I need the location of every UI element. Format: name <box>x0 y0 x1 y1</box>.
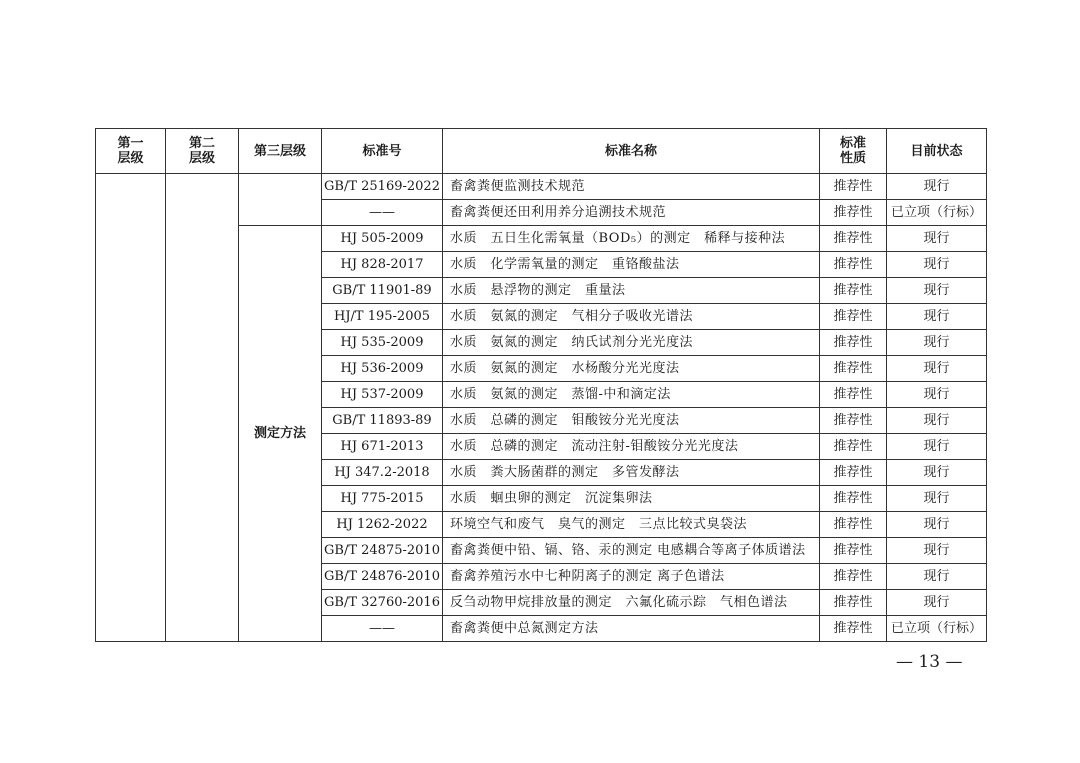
std-no-cell: HJ 347.2-2018 <box>322 460 443 486</box>
nature-cell: 推荐性 <box>820 382 887 408</box>
nature-cell: 推荐性 <box>820 200 887 226</box>
std-no-cell: GB/T 24875-2010 <box>322 538 443 564</box>
std-no-cell: GB/T 25169-2022 <box>322 174 443 200</box>
header-std-no: 标准号 <box>322 129 443 174</box>
header-level2: 第二 层级 <box>166 129 239 174</box>
nature-cell: 推荐性 <box>820 616 887 642</box>
nature-cell: 推荐性 <box>820 538 887 564</box>
nature-cell: 推荐性 <box>820 356 887 382</box>
std-no-cell: —— <box>322 200 443 226</box>
nature-cell: 推荐性 <box>820 252 887 278</box>
status-cell: 现行 <box>887 174 987 200</box>
std-name-cell: 水质 氨氮的测定 水杨酸分光光度法 <box>443 356 820 382</box>
std-no-cell: HJ 775-2015 <box>322 486 443 512</box>
status-cell: 现行 <box>887 486 987 512</box>
std-name-cell: 水质 氨氮的测定 蒸馏-中和滴定法 <box>443 382 820 408</box>
nature-cell: 推荐性 <box>820 564 887 590</box>
std-name-cell: 水质 五日生化需氧量（BOD₅）的测定 稀释与接种法 <box>443 226 820 252</box>
std-no-cell: —— <box>322 616 443 642</box>
std-no-cell: HJ 536-2009 <box>322 356 443 382</box>
std-no-cell: GB/T 24876-2010 <box>322 564 443 590</box>
status-cell: 已立项（行标） <box>887 200 987 226</box>
std-no-cell: HJ/T 195-2005 <box>322 304 443 330</box>
std-name-cell: 水质 总磷的测定 钼酸铵分光光度法 <box>443 408 820 434</box>
std-name-cell: 环境空气和废气 臭气的测定 三点比较式臭袋法 <box>443 512 820 538</box>
header-status: 目前状态 <box>887 129 987 174</box>
header-nature: 标准 性质 <box>820 129 887 174</box>
std-name-cell: 反刍动物甲烷排放量的测定 六氟化硫示踪 气相色谱法 <box>443 590 820 616</box>
status-cell: 现行 <box>887 278 987 304</box>
std-no-cell: HJ 1262-2022 <box>322 512 443 538</box>
level1-cell <box>96 174 166 642</box>
status-cell: 现行 <box>887 538 987 564</box>
status-cell: 现行 <box>887 356 987 382</box>
nature-cell: 推荐性 <box>820 512 887 538</box>
status-cell: 现行 <box>887 226 987 252</box>
std-name-cell: 水质 蛔虫卵的测定 沉淀集卵法 <box>443 486 820 512</box>
nature-cell: 推荐性 <box>820 408 887 434</box>
header-std-name: 标准名称 <box>443 129 820 174</box>
table-row <box>96 174 987 200</box>
std-no-cell: HJ 535-2009 <box>322 330 443 356</box>
std-name-cell: 水质 化学需氧量的测定 重铬酸盐法 <box>443 252 820 278</box>
level3-cell-method: 测定方法 <box>239 226 322 642</box>
std-name-cell: 水质 氨氮的测定 纳氏试剂分光光度法 <box>443 330 820 356</box>
level3-cell-empty <box>239 174 322 226</box>
nature-cell: 推荐性 <box>820 330 887 356</box>
standards-table <box>95 128 987 642</box>
page-number: — 13 — <box>896 652 963 672</box>
nature-cell: 推荐性 <box>820 226 887 252</box>
std-name-cell: 水质 悬浮物的测定 重量法 <box>443 278 820 304</box>
std-name-cell: 水质 粪大肠菌群的测定 多管发酵法 <box>443 460 820 486</box>
std-name-cell: 畜禽粪便中铅、镉、铬、汞的测定 电感耦合等离子体质谱法 <box>443 538 820 564</box>
std-no-cell: HJ 537-2009 <box>322 382 443 408</box>
std-no-cell: HJ 828-2017 <box>322 252 443 278</box>
nature-cell: 推荐性 <box>820 278 887 304</box>
std-name-cell: 水质 氨氮的测定 气相分子吸收光谱法 <box>443 304 820 330</box>
nature-cell: 推荐性 <box>820 174 887 200</box>
std-name-cell: 畜禽粪便监测技术规范 <box>443 174 820 200</box>
std-no-cell: HJ 671-2013 <box>322 434 443 460</box>
std-no-cell: GB/T 32760-2016 <box>322 590 443 616</box>
nature-cell: 推荐性 <box>820 304 887 330</box>
std-name-cell: 水质 总磷的测定 流动注射-钼酸铵分光光度法 <box>443 434 820 460</box>
status-cell: 现行 <box>887 512 987 538</box>
header-level3: 第三层级 <box>239 129 322 174</box>
std-no-cell: HJ 505-2009 <box>322 226 443 252</box>
std-name-cell: 畜禽粪便中总氮测定方法 <box>443 616 820 642</box>
status-cell: 现行 <box>887 460 987 486</box>
status-cell: 现行 <box>887 564 987 590</box>
std-no-cell: GB/T 11901-89 <box>322 278 443 304</box>
nature-cell: 推荐性 <box>820 590 887 616</box>
std-name-cell: 畜禽粪便还田利用养分追溯技术规范 <box>443 200 820 226</box>
status-cell: 现行 <box>887 434 987 460</box>
level2-cell <box>166 174 239 642</box>
status-cell: 现行 <box>887 330 987 356</box>
nature-cell: 推荐性 <box>820 460 887 486</box>
nature-cell: 推荐性 <box>820 434 887 460</box>
nature-cell: 推荐性 <box>820 486 887 512</box>
std-no-cell: GB/T 11893-89 <box>322 408 443 434</box>
status-cell: 已立项（行标） <box>887 616 987 642</box>
header-level1: 第一 层级 <box>96 129 166 174</box>
std-name-cell: 畜禽养殖污水中七种阴离子的测定 离子色谱法 <box>443 564 820 590</box>
status-cell: 现行 <box>887 590 987 616</box>
status-cell: 现行 <box>887 408 987 434</box>
status-cell: 现行 <box>887 252 987 278</box>
status-cell: 现行 <box>887 304 987 330</box>
table-header-row <box>96 129 987 174</box>
status-cell: 现行 <box>887 382 987 408</box>
